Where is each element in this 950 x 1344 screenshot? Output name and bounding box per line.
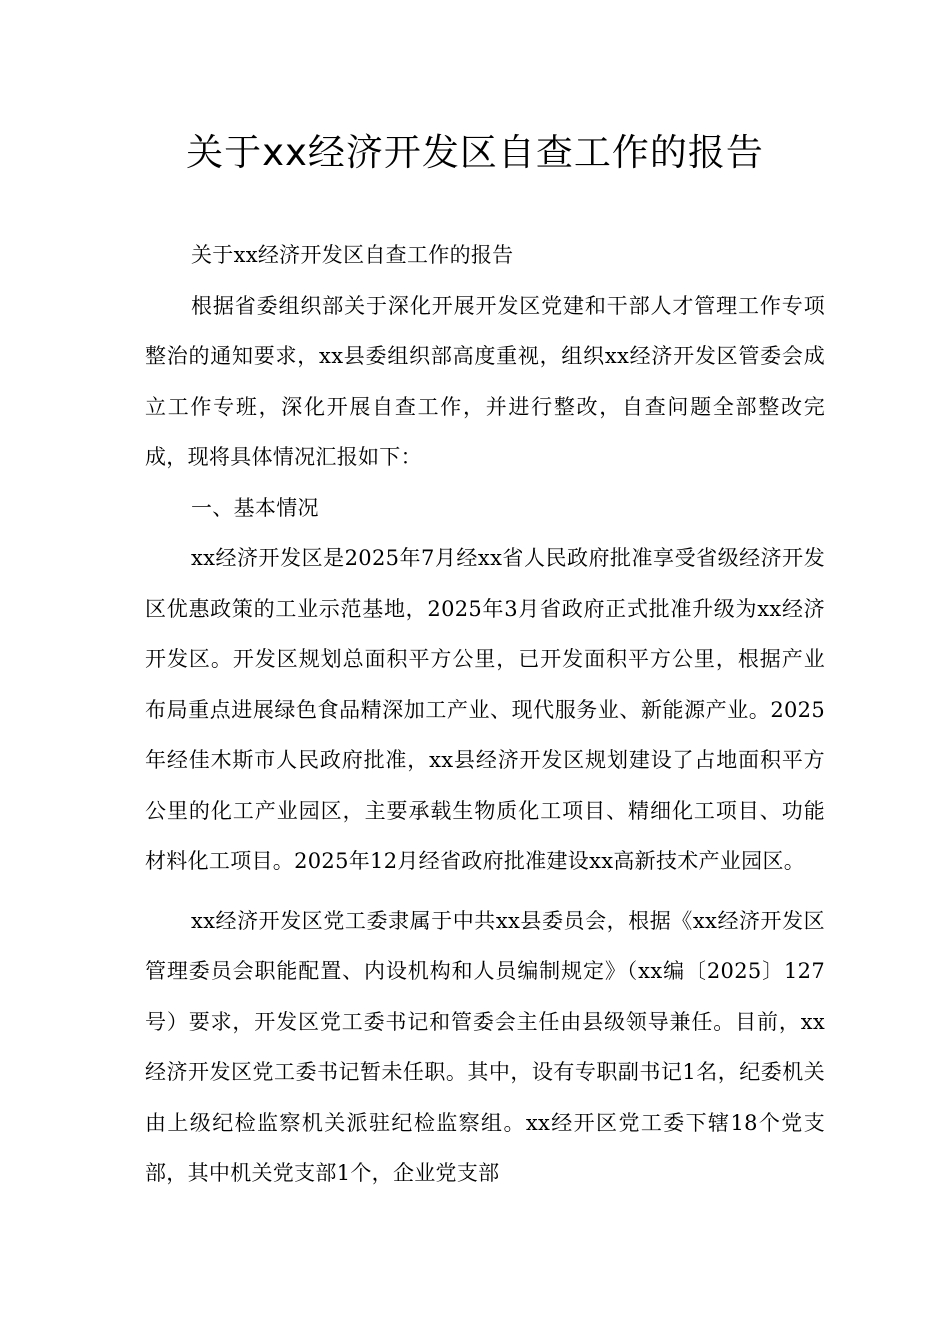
document-body	[145, 230, 825, 1199]
paragraph-subtitle: 关于xx经济开发区自查工作的报告	[191, 243, 514, 267]
paragraph-zone-overview: xx经济开发区是2025年7月经xx省人民政府批准享受省级经济开发区优惠政策的工业示范基地，2025年3月省政府正式批准升级为xx经济开发区。开发区规划总面积平方公里，已开发面积平方公里，根据产业布局重点进展绿色食品精深加工产业、现代服务业、新能源产业。2025年经佳木斯市人民政府批准，xx县经济开发区规划建设了占地面积平方公里的化工产业园区，主要承载生物质化工项目、精细化工项目、功能材料化工项目。2025年12月经省政府批准建设xx高新技术产业园区。	[145, 546, 825, 873]
paragraph-party-committee: xx经济开发区党工委隶属于中共xx县委员会，根据《xx经济开发区管理委员会职能配置、内设机构和人员编制规定》（xx编〔2025〕127号）要求，开发区党工委书记和管委会主任由县级领导兼任。目前，xx经济开发区党工委书记暂未任职。其中，设有专职副书记1名，纪委机关由上级纪检监察机关派驻纪检监察组。xx经开区党工委下辖18个党支部，其中机关党支部1个，企业党支部	[145, 908, 825, 1185]
section-heading-basic-situation: 一、基本情况	[191, 495, 319, 520]
paragraph-intro: 根据省委组织部关于深化开展开发区党建和干部人才管理工作专项整治的通知要求，xx县委组织部高度重视，组织xx经济开发区管委会成立工作专班，深化开展自查工作，并进行整改，自查问题全部整改完成，现将具体情况汇报如下：	[145, 293, 825, 469]
document-title: 关于xx经济开发区自查工作的报告	[186, 131, 764, 174]
